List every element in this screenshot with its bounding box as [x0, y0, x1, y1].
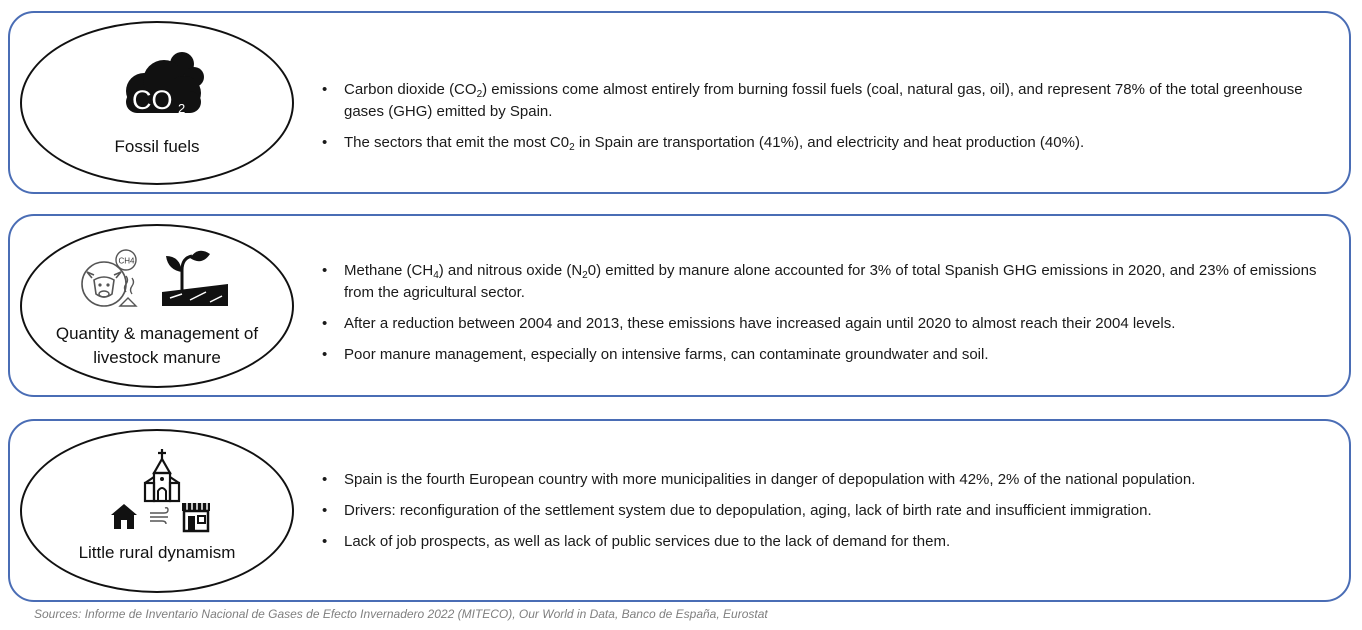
sources-note: Sources: Informe de Inventario Nacional de Gases de Efecto Invernadero 2022 (MITECO), Our World in Data, Banco de España, Eurostat	[34, 607, 768, 621]
fossil-fuels-title: Fossil fuels	[114, 137, 200, 156]
livestock-manure-panel	[8, 214, 1351, 397]
svg-text:2: 2	[178, 101, 186, 116]
fossil-fuels-oval	[20, 21, 294, 185]
shop-icon	[180, 501, 212, 533]
house-icon	[109, 501, 139, 531]
bullet-item: • Poor manure management, especially on intensive farms, can contaminate groundwater and soil.	[322, 344, 1332, 366]
rural-dynamism-title: Little rural dynamism	[78, 543, 236, 562]
rural-dynamism-bullets	[322, 469, 1332, 562]
fossil-fuels-panel	[8, 11, 1351, 194]
rural-dynamism-oval	[20, 429, 294, 593]
church-icon	[142, 447, 182, 503]
cow-methane-icon	[78, 248, 142, 312]
wind-icon	[149, 507, 171, 525]
livestock-manure-title: Quantity & management of livestock manure	[55, 324, 259, 367]
bullet-item: • After a reduction between 2004 and 2013, these emissions have increased again until 2020 to almost reach their 2004 levels.	[322, 313, 1332, 335]
svg-text:CO: CO	[132, 85, 173, 115]
plant-soil-icon	[160, 248, 230, 308]
bullet-item: • Spain is the fourth European country with more municipalities in danger of depopulation with 42%, 2% of the national population.	[322, 469, 1332, 491]
bullet-item: • Carbon dioxide $(CO_2)$ emissions come almost entirely from burning fossil fuels (coal, natural gas, oil), and represent 78% of the total greenhouse gases (GHG) emitted by Spain.	[322, 79, 1332, 123]
livestock-manure-bullets	[322, 260, 1332, 375]
bullet-item: • Lack of job prospects, as well as lack of public services due to the lack of demand for them.	[322, 531, 1332, 553]
livestock-manure-oval	[20, 224, 294, 388]
bullet-item: • Methane $(CH_4)$ and nitrous oxide $(N_20)$ emitted by manure alone accounted for 3% of total Spanish GHG emissions in 2020, and 23% of emissions from the agricultural sector.	[322, 260, 1332, 304]
fossil-fuels-bullets	[322, 79, 1332, 163]
rural-dynamism-panel	[8, 419, 1351, 602]
bullet-item: • The sectors that emit the most $C0_2$ in Spain are transportation (41%), and electricity and heat production (40%).	[322, 132, 1332, 154]
co2-cloud-icon	[116, 47, 206, 119]
svg-text:CH4: CH4	[118, 256, 135, 266]
bullet-item: • Drivers: reconfiguration of the settlement system due to depopulation, aging, lack of birth rate and insufficient immigration.	[322, 500, 1332, 522]
